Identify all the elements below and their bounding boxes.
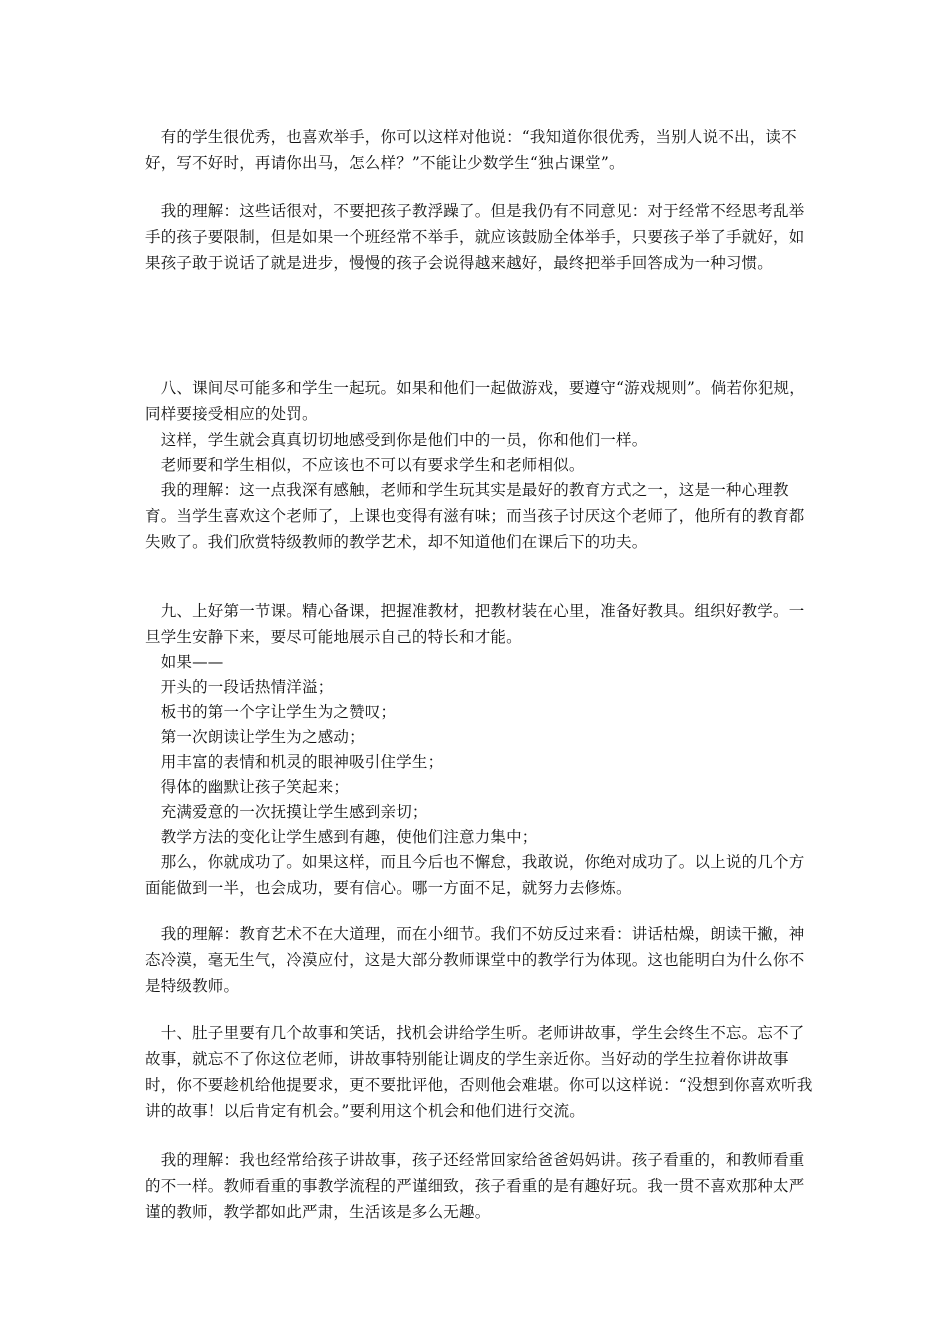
list-item: 充满爱意的一次抚摸让学生感到亲切； (145, 803, 428, 821)
list-item: 用丰富的表情和机灵的眼神吸引住学生； (145, 753, 444, 771)
paragraph-section-8: 八、课间尽可能多和学生一起玩。如果和他们一起做游戏，要遵守“游戏规则”。倘若你犯规，同样要接受相应的处罚。 (145, 379, 805, 423)
paragraph-my-understanding-2: 我的理解：这一点我深有感触，老师和学生玩其实是最好的教育方式之一，这是一种心理教育。当学生喜欢这个老师了，上课也变得有滋有味；而当孩子讨厌这个老师了，他所有的教育都失败了。我们欣赏特级教师的教学艺术，却不知道他们在课后下的功夫。 (145, 481, 805, 551)
paragraph-my-understanding-3: 我的理解：教育艺术不在大道理，而在小细节。我们不妨反过来看：讲话枯燥，朗读干撇，神态冷漠，毫无生气，冷漠应付，这是大部分教师课堂中的教学行为体现。这也能明白为什么你不是特级教师。 (145, 925, 805, 995)
list-item: 教学方法的变化让学生感到有趣，使他们注意力集中； (145, 828, 538, 846)
list-item: 开头的一段话热情洋溢； (145, 678, 334, 696)
paragraph-excellent-students: 有的学生很优秀，也喜欢举手，你可以这样对他说：“我知道你很优秀，当别人说不出，读不好，写不好时，再请你出马，怎么样？”不能让少数学生“独占课堂”。 (145, 128, 797, 172)
paragraph-my-understanding-1: 我的理解：这些话很对，不要把孩子教浮躁了。但是我仍有不同意见：对于经常不经思考乱举手的孩子要限制，但是如果一个班经常不举手，就应该鼓励全体举手，只要孩子举了手就好，如果孩子敢于说话了就是进步，慢慢的孩子会说得越来越好，最终把举手回答成为一种习惯。 (145, 202, 805, 272)
paragraph-section-9: 九、上好第一节课。精心备课，把握准教材，把教材装在心里，准备好教具。组织好教学。一旦学生安静下来，要尽可能地展示自己的特长和才能。 (145, 602, 805, 646)
list-item: 得体的幽默让孩子笑起来； (145, 778, 350, 796)
list-item: 第一次朗读让学生为之感动； (145, 728, 365, 746)
paragraph-my-understanding-4: 我的理解：我也经常给孩子讲故事，孩子还经常回家给爸爸妈妈讲。孩子看重的，和教师看重的不一样。教师看重的事教学流程的严谨细致，孩子看重的是有趣好玩。我一贯不喜欢那种太严谨的教师，教学都如此严肃，生活该是多么无趣。 (145, 1151, 805, 1221)
paragraph-section-8-line-2: 这样，学生就会真真切切地感受到你是他们中的一员，你和他们一样。 (145, 431, 648, 449)
paragraph-section-10: 十、肚子里要有几个故事和笑话，找机会讲给学生听。老师讲故事，学生会终生不忘。忘不了故事，就忘不了你这位老师，讲故事特别能让调皮的学生亲近你。当好动的学生拉着你讲故事时，你不要趁机给他提要求，更不要批评他，否则他会难堪。你可以这样说：“没想到你喜欢听我讲的故事！以后肯定有机会。”要利用这个机会和他们进行交流。 (145, 1024, 813, 1120)
paragraph-section-8-line-3: 老师要和学生相似，不应该也不可以有要求学生和老师相似。 (145, 456, 585, 474)
paragraph-section-9-conclusion: 那么，你就成功了。如果这样，而且今后也不懈怠，我敢说，你绝对成功了。以上说的几个方面能做到一半，也会成功，要有信心。哪一方面不足，就努力去修炼。 (145, 853, 805, 897)
list-item: 如果—— (145, 653, 224, 671)
list-item: 板书的第一个字让学生为之赞叹； (145, 703, 397, 721)
